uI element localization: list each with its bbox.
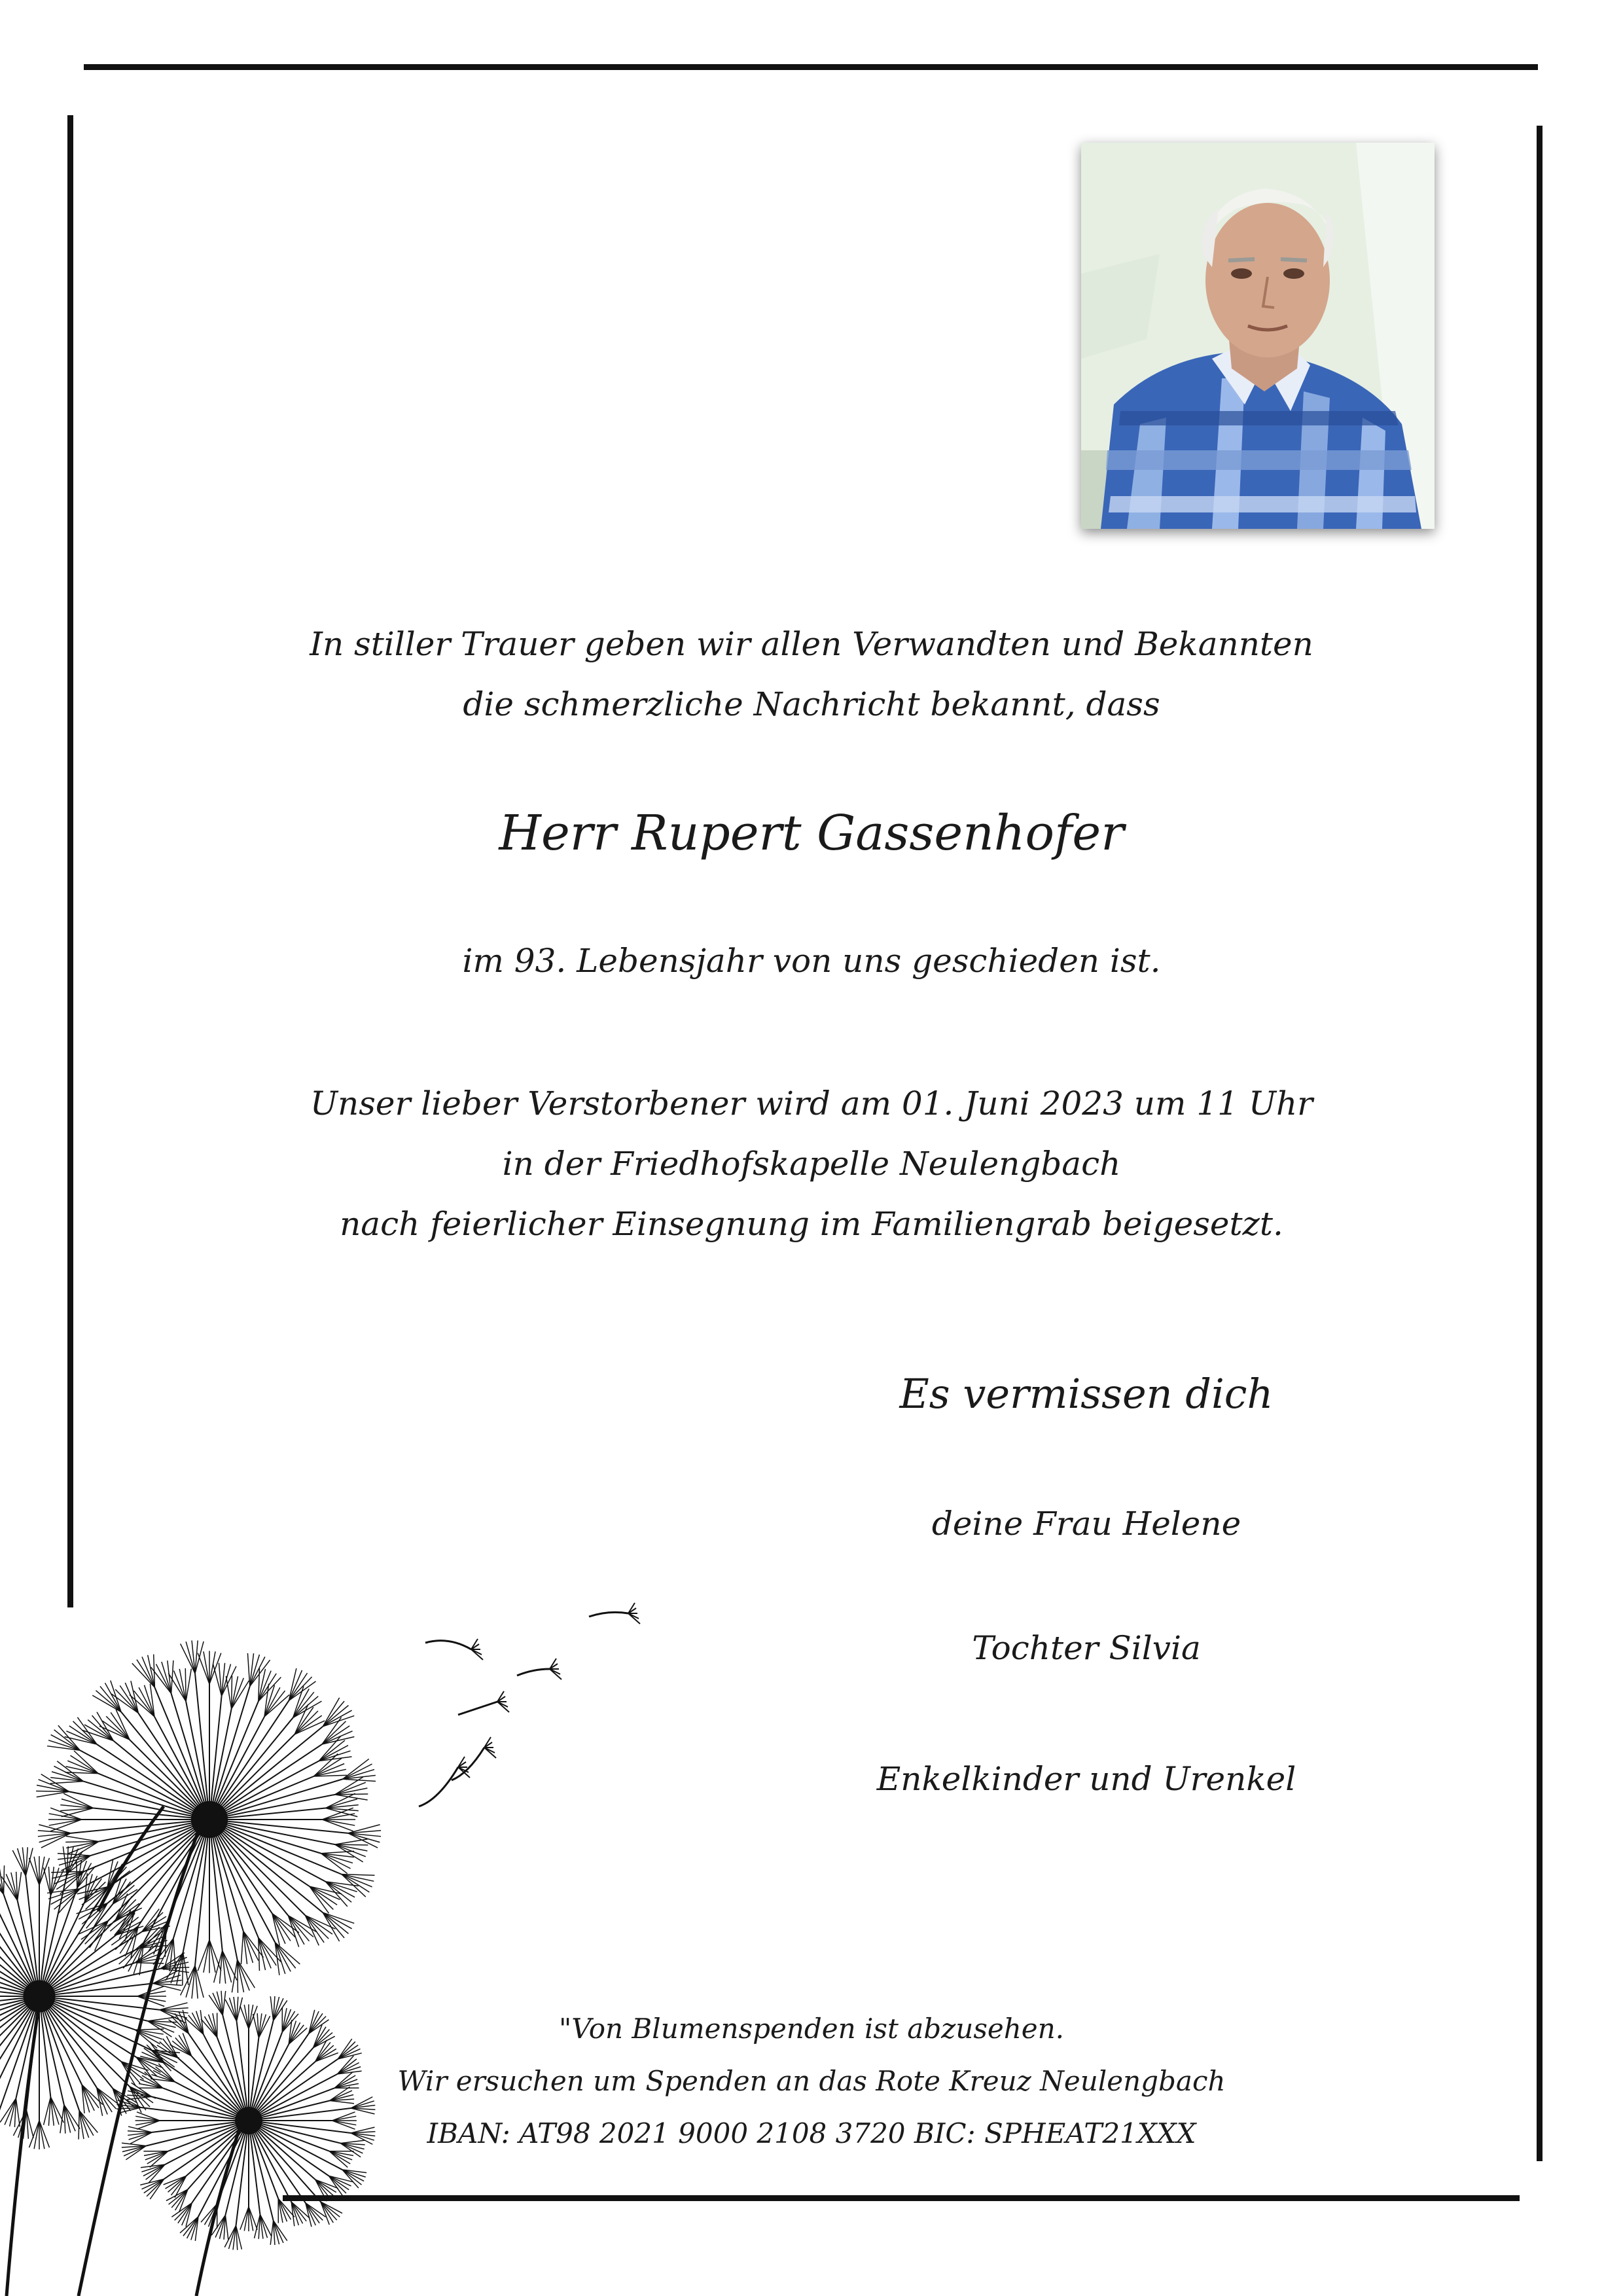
portrait-photo	[1081, 143, 1435, 529]
funeral-details	[281, 1073, 1342, 1254]
mourner-entry: Enkelkinder und Urenkel	[876, 1760, 1296, 1798]
donation-line: Wir ersuchen um Spenden an das Rote Kreuz Neulengbach	[397, 2065, 1226, 2097]
intro-line: die schmerzliche Nachricht bekannt, dass	[463, 685, 1160, 723]
funeral-line: Unser lieber Verstorbener wird am 01. Juni 2023 um 11 Uhr	[310, 1085, 1313, 1122]
funeral-line: nach feierlicher Einsegnung im Familiengrab beigesetzt.	[340, 1205, 1283, 1243]
donation-line: "Von Blumenspenden ist abzusehen.	[558, 2013, 1065, 2045]
intro-line: In stiller Trauer geben wir allen Verwandten und Bekannten	[310, 625, 1313, 663]
mourners-heading: Es vermissen dich	[899, 1370, 1274, 1418]
frame-top-rule	[84, 64, 1538, 70]
dandelion-illustration	[0, 1545, 654, 2296]
intro-text	[281, 614, 1342, 734]
mourner-entry: Tochter Silvia	[972, 1629, 1201, 1667]
frame-left-rule	[67, 115, 73, 1607]
age-line: im 93. Lebensjahr von uns geschieden ist.	[462, 942, 1161, 980]
donation-line: IBAN: AT98 2021 9000 2108 3720 BIC: SPHEAT21XXX	[427, 2117, 1196, 2149]
frame-right-rule	[1537, 126, 1543, 2161]
mourner-entry: deine Frau Helene	[931, 1505, 1241, 1543]
deceased-name: Herr Rupert Gassenhofer	[499, 805, 1124, 861]
funeral-line: in der Friedhofskapelle Neulengbach	[502, 1145, 1121, 1183]
